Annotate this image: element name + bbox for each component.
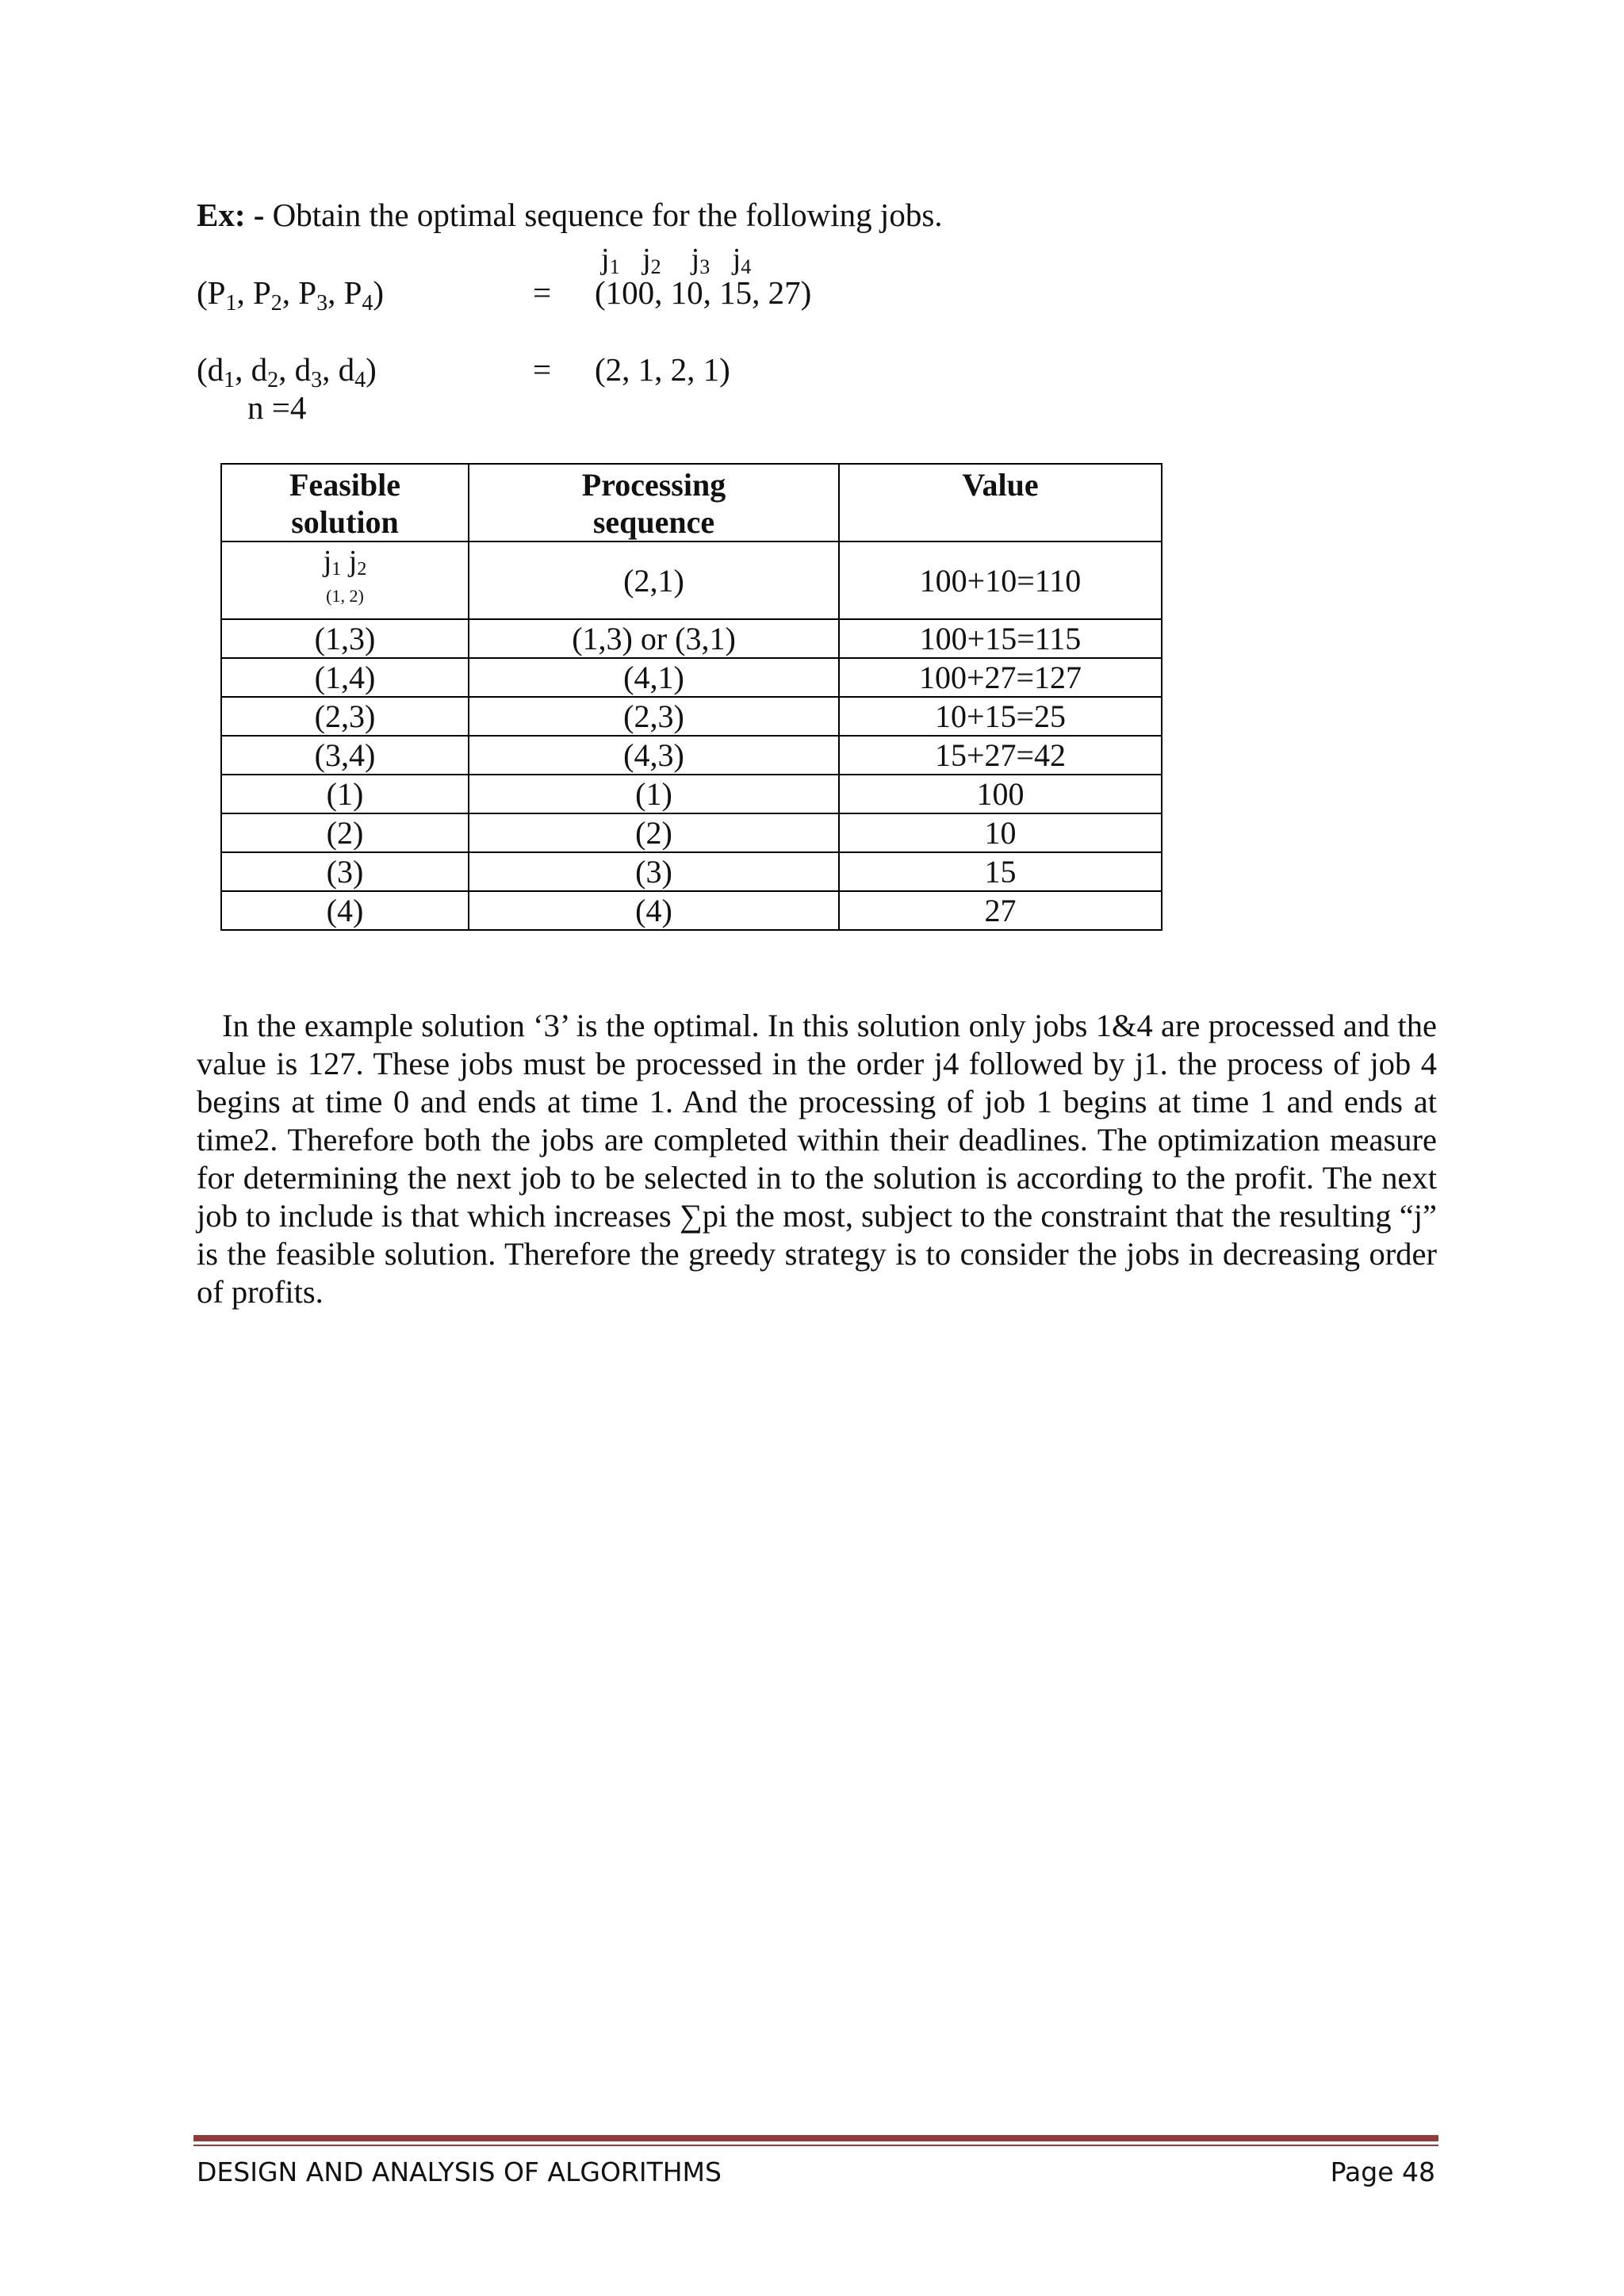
cell-solution: (1) bbox=[221, 775, 469, 813]
example-prefix: Ex: - bbox=[197, 197, 265, 233]
deadlines-equals: = bbox=[533, 351, 552, 388]
table-row bbox=[221, 736, 1162, 775]
table-row bbox=[221, 619, 1162, 658]
table-header-row bbox=[221, 464, 1162, 541]
table-row bbox=[221, 813, 1162, 852]
cell-sequence: (2,1) bbox=[469, 541, 839, 619]
table-row bbox=[221, 697, 1162, 736]
job-label: $j_2$ bbox=[642, 243, 661, 278]
cell-sequence: (2) bbox=[469, 813, 839, 852]
job-label: $j_4$ bbox=[732, 243, 752, 278]
cell-value: 100+27=127 bbox=[839, 658, 1162, 697]
table-row bbox=[221, 891, 1162, 930]
cell-solution: (2,3) bbox=[221, 697, 469, 736]
deadlines-symbols: ($d_1$, $d_2$, $d_3$, $d_4$) bbox=[197, 351, 377, 392]
header-processing-sequence: Processing sequence bbox=[469, 464, 839, 541]
footer-title: DESIGN AND ANALYSIS OF ALGORITHMS bbox=[197, 2156, 722, 2187]
cell-value: 15 bbox=[839, 852, 1162, 891]
example-text: Obtain the optimal sequence for the following jobs. bbox=[272, 197, 943, 233]
cell-sequence: (3) bbox=[469, 852, 839, 891]
cell-value: 10 bbox=[839, 813, 1162, 852]
cell-solution: (2) bbox=[221, 813, 469, 852]
header-feasible-solution: Feasible solution bbox=[221, 464, 469, 541]
cell-solution: $j_1$ $j_2$ (1, 2) bbox=[221, 541, 469, 619]
profits-value: (100, 10, 15, 27) bbox=[595, 274, 812, 311]
cell-solution: (1,3) bbox=[221, 619, 469, 658]
footer-rule-thin bbox=[193, 2145, 1438, 2146]
cell-solution: (3) bbox=[221, 852, 469, 891]
cell-value: 100+15=115 bbox=[839, 619, 1162, 658]
profits-equals: = bbox=[533, 274, 552, 311]
job-label: $j_3$ bbox=[691, 243, 710, 278]
cell-sequence: (4) bbox=[469, 891, 839, 930]
feasible-solutions-table bbox=[220, 463, 1162, 931]
footer-rule-thick bbox=[193, 2135, 1438, 2141]
deadlines-value: (2, 1, 2, 1) bbox=[595, 351, 730, 388]
cell-value: 15+27=42 bbox=[839, 736, 1162, 775]
table-row bbox=[221, 852, 1162, 891]
cell-solution: (1,4) bbox=[221, 658, 469, 697]
cell-value: 10+15=25 bbox=[839, 697, 1162, 736]
cell-sequence: (1,3) or (3,1) bbox=[469, 619, 839, 658]
cell-solution: (4) bbox=[221, 891, 469, 930]
cell-value: 100 bbox=[839, 775, 1162, 813]
cell-sequence: (2,3) bbox=[469, 697, 839, 736]
profits-symbols: ($P_1$, $P_2$, $P_3$, $P_4$) bbox=[197, 274, 385, 316]
cell-sequence: (4,1) bbox=[469, 658, 839, 697]
cell-solution: (3,4) bbox=[221, 736, 469, 775]
cell-sequence: (1) bbox=[469, 775, 839, 813]
header-value: Value bbox=[839, 464, 1162, 541]
cell-sequence: (4,3) bbox=[469, 736, 839, 775]
cell-value: 27 bbox=[839, 891, 1162, 930]
table-row bbox=[221, 775, 1162, 813]
explanation-paragraph: In the example solution ‘3’ is the optimal. In this solution only jobs 1&4 are processed and the value is 127. These jobs must be processed in the order j4 followed by j1. the process of job 4 begins at time 0 and ends at time 1. And the processing of job 1 begins at time 1 and ends at time2. Therefore both the jobs are completed within their deadlines. The optimization measure for determining the next job to be selected in to the solution is according to the profit. The next job to include is that which increases ∑pi the most, subject to the constraint that the resulting “j” is the feasible solution. Therefore the greedy strategy is to consider the jobs in decreasing order of profits. bbox=[197, 1008, 1437, 1310]
job-label: $j_1$ bbox=[601, 243, 620, 278]
example-heading bbox=[197, 196, 943, 234]
table-row bbox=[221, 658, 1162, 697]
job-labels bbox=[601, 240, 751, 278]
page-number: Page 48 bbox=[1330, 2156, 1435, 2187]
table-row bbox=[221, 541, 1162, 619]
n-value: n =4 bbox=[247, 389, 307, 426]
cell-value: 100+10=110 bbox=[839, 541, 1162, 619]
